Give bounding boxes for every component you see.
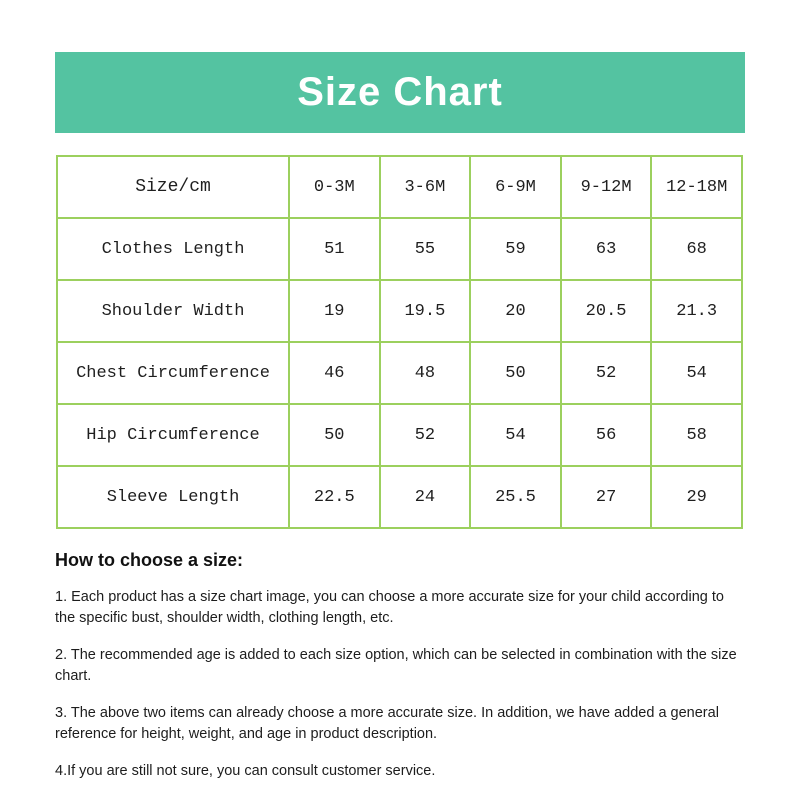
cell-value: 48 bbox=[380, 342, 471, 404]
cell-value: 59 bbox=[470, 218, 561, 280]
cell-value: 22.5 bbox=[289, 466, 380, 528]
guide-heading: How to choose a size: bbox=[55, 550, 244, 570]
table-header-cell: 0-3M bbox=[289, 156, 380, 218]
cell-value: 50 bbox=[289, 404, 380, 466]
row-label: Chest Circumference bbox=[57, 342, 289, 404]
cell-value: 19 bbox=[289, 280, 380, 342]
table-header-cell: Size/cm bbox=[57, 156, 289, 218]
cell-value: 20 bbox=[470, 280, 561, 342]
cell-value: 50 bbox=[470, 342, 561, 404]
cell-value: 56 bbox=[561, 404, 652, 466]
table-row bbox=[57, 218, 742, 280]
cell-value: 52 bbox=[561, 342, 652, 404]
guide-note-3: 3. The above two items can already choose a more accurate size. In addition, we have added a general reference for height, weight, and age in product description. bbox=[55, 705, 719, 742]
size-chart-banner bbox=[55, 52, 745, 133]
cell-value: 51 bbox=[289, 218, 380, 280]
cell-value: 27 bbox=[561, 466, 652, 528]
page-title: Size Chart bbox=[297, 70, 503, 114]
cell-value: 25.5 bbox=[470, 466, 561, 528]
row-label: Hip Circumference bbox=[57, 404, 289, 466]
cell-value: 46 bbox=[289, 342, 380, 404]
size-table bbox=[56, 155, 743, 529]
table-row bbox=[57, 280, 742, 342]
cell-value: 58 bbox=[651, 404, 742, 466]
guide-note-1: 1. Each product has a size chart image, you can choose a more accurate size for your child according to the specific bust, shoulder width, clothing length, etc. bbox=[55, 589, 724, 626]
cell-value: 24 bbox=[380, 466, 471, 528]
table-row bbox=[57, 404, 742, 466]
size-table-header-row bbox=[57, 156, 742, 218]
cell-value: 55 bbox=[380, 218, 471, 280]
row-label: Sleeve Length bbox=[57, 466, 289, 528]
table-row bbox=[57, 466, 742, 528]
table-header-cell: 12-18M bbox=[651, 156, 742, 218]
row-label: Clothes Length bbox=[57, 218, 289, 280]
sizing-guide-section bbox=[55, 550, 747, 799]
cell-value: 54 bbox=[470, 404, 561, 466]
guide-note-4: 4.If you are still not sure, you can consult customer service. bbox=[55, 763, 436, 780]
cell-value: 54 bbox=[651, 342, 742, 404]
table-header-cell: 6-9M bbox=[470, 156, 561, 218]
table-header-cell: 3-6M bbox=[380, 156, 471, 218]
cell-value: 63 bbox=[561, 218, 652, 280]
cell-value: 29 bbox=[651, 466, 742, 528]
cell-value: 52 bbox=[380, 404, 471, 466]
cell-value: 20.5 bbox=[561, 280, 652, 342]
cell-value: 68 bbox=[651, 218, 742, 280]
table-row bbox=[57, 342, 742, 404]
cell-value: 21.3 bbox=[651, 280, 742, 342]
guide-note-2: 2. The recommended age is added to each size option, which can be selected in combination with the size chart. bbox=[55, 647, 737, 684]
table-header-cell: 9-12M bbox=[561, 156, 652, 218]
cell-value: 19.5 bbox=[380, 280, 471, 342]
row-label: Shoulder Width bbox=[57, 280, 289, 342]
